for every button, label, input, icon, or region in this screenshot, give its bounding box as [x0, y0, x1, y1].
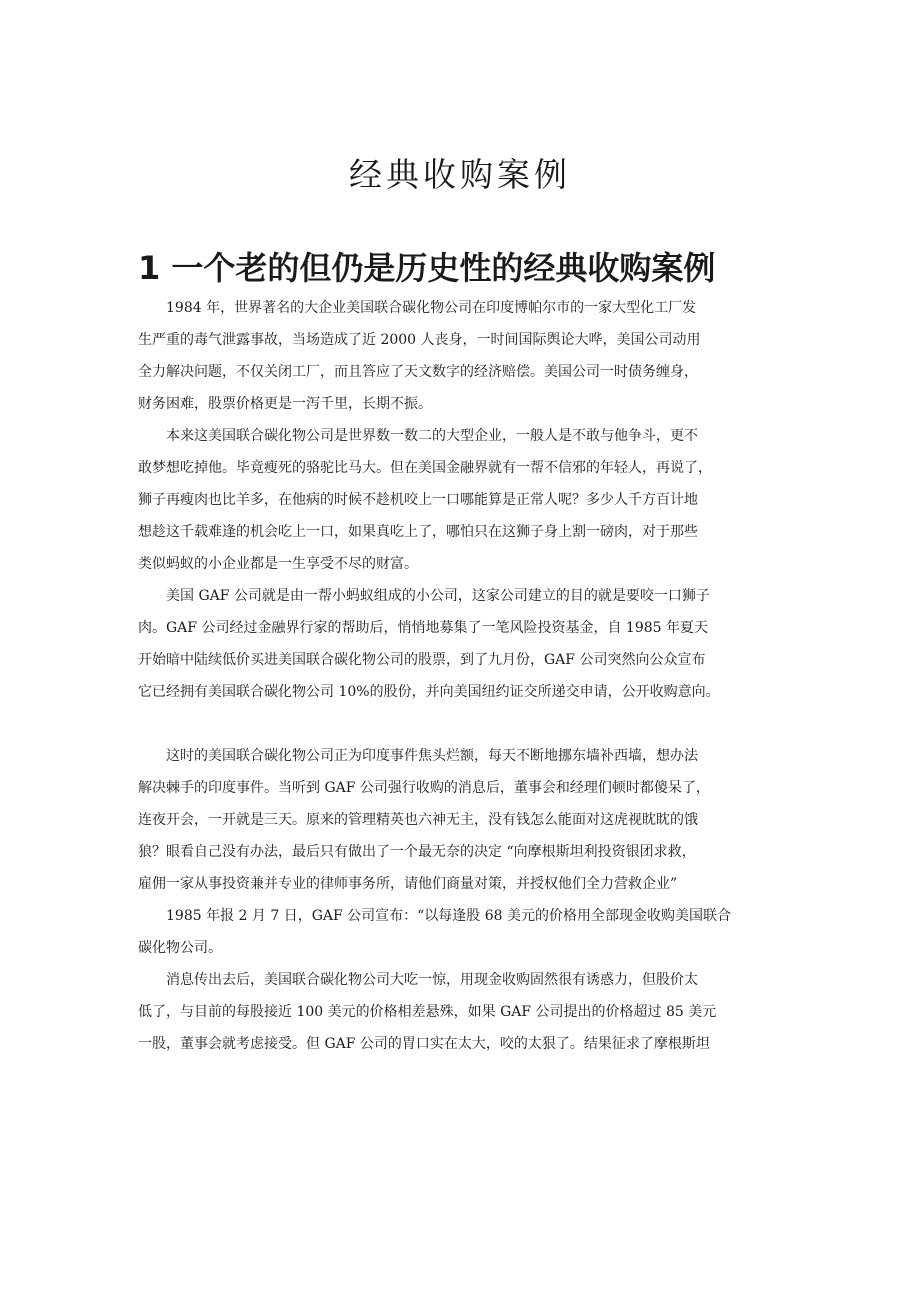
text-line: 雇佣一家从事投资兼并专业的律师事务所，请他们商量对策，并授权他们全力营救企业” — [138, 876, 678, 892]
paragraph — [138, 740, 798, 900]
text-line: 1985 年报 2 月 7 日，GAF 公司宣布：“以每逢股 68 美元的价格用全部现金收购美国联合 — [166, 908, 732, 924]
text-line: 想趁这千载难逢的机会吃上一口，如果真吃上了，哪怕只在这狮子身上割一磅肉，对于那些 — [138, 524, 698, 540]
text-line: 它已经拥有美国联合碳化物公司 10%的股份，并向美国纽约证交所递交申请，公开收购意向。 — [138, 684, 720, 700]
paragraph — [138, 292, 798, 420]
text-line: 1984 年，世界著名的大企业美国联合碳化物公司在印度博帕尔市的一家大型化工厂发 — [166, 300, 697, 316]
paragraph — [138, 900, 798, 964]
text-line: 解决棘手的印度事件。当听到 GAF 公司强行收购的消息后，董事会和经理们顿时都傻呆了， — [138, 780, 710, 796]
text-line: 敢梦想吃掉他。毕竟瘦死的骆驼比马大。但在美国金融界就有一帮不信邪的年轻人，再说了， — [138, 460, 712, 476]
text-line: 全力解决问题，不仅关闭工厂，而且答应了天文数字的经济赔偿。美国公司一时债务缠身， — [138, 364, 698, 380]
text-line: 狮子再瘦肉也比羊多，在他病的时候不趁机咬上一口哪能算是正常人呢？多少人千方百计地 — [138, 492, 698, 508]
text-line: 这时的美国联合碳化物公司正为印度事件焦头烂额，每天不断地挪东墙补西墙，想办法 — [166, 748, 698, 764]
text-line: 低了，与目前的每股接近 100 美元的价格相差悬殊，如果 GAF 公司提出的价格超过 85 美元 — [138, 1004, 717, 1020]
text-line: 开始暗中陆续低价买进美国联合碳化物公司的股票，到了九月份，GAF 公司突然向公众宣布 — [138, 652, 706, 668]
text-line: 肉。GAF 公司经过金融界行家的帮助后，悄悄地募集了一笔风险投资基金，自 1985 年夏天 — [138, 620, 708, 636]
text-line: 一股，董事会就考虑接受。但 GAF 公司的胃口实在太大，咬的太狠了。结果征求了摩根斯坦 — [138, 1036, 710, 1052]
paragraph — [138, 580, 798, 708]
text-line: 消息传出去后，美国联合碳化物公司大吃一惊，用现金收购固然很有诱惑力，但股价太 — [166, 972, 698, 988]
text-line: 连夜开会，一开就是三天。原来的管理精英也六神无主，没有钱怎么能面对这虎视眈眈的饿 — [138, 812, 698, 828]
text-line: 本来这美国联合碳化物公司是世界数一数二的大型企业，一般人是不敢与他争斗，更不 — [166, 428, 698, 444]
paragraph — [138, 964, 798, 1060]
section-heading: 1 一个老的但仍是历史性的经典收购案例 — [138, 248, 716, 287]
document-title: 经典收购案例 — [349, 155, 571, 195]
paragraph — [138, 420, 798, 580]
text-line: 美国 GAF 公司就是由一帮小蚂蚁组成的小公司，这家公司建立的目的就是要咬一口狮子 — [166, 588, 710, 604]
text-line: 类似蚂蚁的小企业都是一生享受不尽的财富。 — [138, 556, 418, 572]
text-line: 碳化物公司。 — [138, 940, 222, 956]
document-body — [138, 292, 798, 1060]
text-line: 狼？眼看自己没有办法，最后只有做出了一个最无奈的决定 “向摩根斯坦利投资银团求救， — [138, 844, 696, 860]
text-line: 财务困难，股票价格更是一泻千里，长期不振。 — [138, 396, 432, 412]
paragraph-gap — [138, 708, 798, 740]
text-line: 生严重的毒气泄露事故，当场造成了近 2000 人丧身，一时间国际舆论大哗，美国公司动用 — [138, 332, 701, 348]
